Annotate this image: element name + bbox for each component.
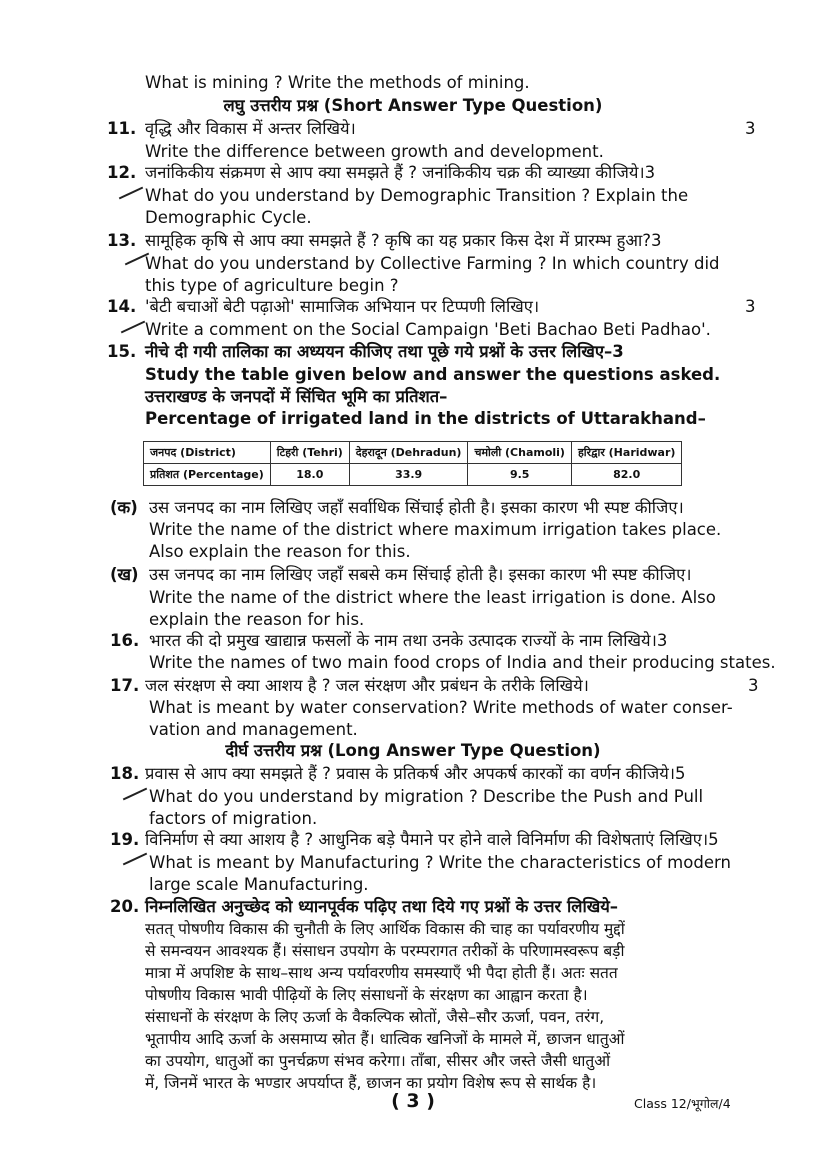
text-line: What is meant by Manufacturing ? Write the characteristics of modern bbox=[149, 853, 731, 872]
question-number: 19. bbox=[110, 830, 140, 849]
question-number: (ख) bbox=[110, 565, 139, 584]
table-cell: 9.5 bbox=[468, 464, 572, 486]
class-label: Class 12/भूगोल/4 bbox=[634, 1096, 731, 1111]
text-line: large scale Manufacturing. bbox=[149, 875, 369, 894]
text-line: Study the table given below and answer the questions asked. bbox=[145, 365, 721, 384]
table-header-row bbox=[144, 442, 682, 464]
table-cell: जनपद (District) bbox=[144, 442, 271, 464]
question-number: 15. bbox=[107, 342, 137, 361]
text-line: Write the name of the district where maximum irrigation takes place. bbox=[149, 520, 722, 539]
text-line: नीचे दी गयी तालिका का अध्ययन कीजिए तथा पूछे गये प्रश्नों के उत्तर लिखिए–3 bbox=[145, 342, 624, 361]
table-cell: 82.0 bbox=[571, 464, 681, 486]
irrigation-table bbox=[143, 441, 682, 486]
question-mark-value: 3 bbox=[748, 676, 759, 695]
question-number: 16. bbox=[110, 631, 140, 650]
text-line: जनांकिकीय संक्रमण से आप क्या समझते हैं ? जनांकिकीय चक्र की व्याख्या कीजिये।3 bbox=[145, 163, 656, 182]
text-line: Demographic Cycle. bbox=[145, 208, 312, 227]
text-line: उस जनपद का नाम लिखिए जहाँ सर्वाधिक सिंचाई होती है। इसका कारण भी स्पष्ट कीजिए। bbox=[149, 498, 684, 517]
text-line: What do you understand by Demographic Transition ? Explain the bbox=[145, 186, 689, 205]
text-line: लघु उत्तरीय प्रश्न (Short Answer Type Question) bbox=[223, 96, 603, 115]
page-number: ( 3 ) bbox=[391, 1090, 435, 1112]
table-cell: चमोली (Chamoli) bbox=[468, 442, 572, 464]
text-line: प्रवास से आप क्या समझते हैं ? प्रवास के प्रतिकर्ष और अपकर्ष कारकों का वर्णन कीजिये।5 bbox=[145, 764, 686, 783]
table-row bbox=[144, 464, 682, 486]
text-line: this type of agriculture begin ? bbox=[145, 276, 399, 295]
text-line: संसाधनों के संरक्षण के लिए ऊर्जा के वैकल्पिक स्रोतों, जैसे–सौर ऊर्जा, पवन, तरंग, bbox=[145, 1008, 605, 1026]
text-line: पोषणीय विकास भावी पीढ़ियों के लिए संसाधनों के संरक्षण का आह्वान करता है। bbox=[145, 986, 588, 1004]
text-line: मात्रा में अपशिष्ट के साथ–साथ अन्य पर्यावरणीय समस्याएँ भी पैदा होती हैं। अतः सतत bbox=[145, 964, 618, 982]
question-number: 17. bbox=[110, 676, 140, 695]
text-line: What is meant by water conservation? Write methods of water conser- bbox=[149, 698, 733, 717]
text-line: What do you understand by Collective Farming ? In which country did bbox=[145, 254, 720, 273]
question-number: 11. bbox=[107, 119, 137, 138]
text-line: भारत की दो प्रमुख खाद्यान्न फसलों के नाम तथा उनके उत्पादक राज्यों के नाम लिखिये।3 bbox=[149, 631, 668, 650]
text-line: What do you understand by migration ? Describe the Push and Pull bbox=[149, 787, 704, 806]
text-line: निम्नलिखित अनुच्छेद को ध्यानपूर्वक पढ़िए तथा दिये गए प्रश्नों के उत्तर लिखिये– bbox=[145, 897, 619, 916]
text-line: Also explain the reason for this. bbox=[149, 542, 411, 561]
handwritten-tick-mark bbox=[121, 321, 145, 334]
text-line: What is mining ? Write the methods of mining. bbox=[145, 73, 530, 92]
table-cell: प्रतिशत (Percentage) bbox=[144, 464, 271, 486]
text-line: भूतापीय आदि ऊर्जा के असमाप्य स्रोत हैं। धात्विक खनिजों के मामले में, छाजन धातुओं bbox=[145, 1030, 625, 1048]
text-line: Write the names of two main food crops of India and their producing states. bbox=[149, 653, 776, 672]
text-line: वृद्धि और विकास में अन्तर लिखिये। bbox=[145, 119, 356, 138]
text-line: सामूहिक कृषि से आप क्या समझते हैं ? कृषि का यह प्रकार किस देश में प्रारम्भ हुआ?3 bbox=[145, 231, 662, 250]
text-line: में, जिनमें भारत के भण्डार अपर्याप्त हैं, छाजन का प्रयोग विशेष रूप से सार्थक है। bbox=[145, 1074, 597, 1092]
text-line: Write a comment on the Social Campaign 'Beti Bachao Beti Padhao'. bbox=[145, 320, 711, 339]
table-cell: टिहरी (Tehri) bbox=[270, 442, 349, 464]
text-line: सतत् पोषणीय विकास की चुनौती के लिए आर्थिक विकास की चाह का पर्यावरणीय मुद्दों bbox=[145, 920, 625, 938]
question-mark-value: 3 bbox=[745, 119, 756, 138]
table-cell: 18.0 bbox=[270, 464, 349, 486]
handwritten-tick-mark bbox=[119, 187, 143, 200]
text-line: से समन्वयन आवश्यक हैं। संसाधन उपयोग के परम्परागत तरीकों के परिणामस्वरूप बड़ी bbox=[145, 942, 625, 960]
text-line: 'बेटी बचाओं बेटी पढ़ाओ' सामाजिक अभियान पर टिप्पणी लिखिए। bbox=[145, 297, 540, 316]
text-line: का उपयोग, धातुओं का पुनर्चक्रण संभव करेगा। ताँबा, सीसर और जस्ते जैसी धातुओं bbox=[145, 1052, 611, 1070]
question-number: 20. bbox=[110, 897, 140, 916]
question-mark-value: 3 bbox=[745, 297, 756, 316]
text-line: Percentage of irrigated land in the districts of Uttarakhand– bbox=[145, 409, 706, 428]
text-line: विनिर्माण से क्या आशय है ? आधुनिक बड़े पैमाने पर होने वाले विनिर्माण की विशेषताएं लिखिए।5 bbox=[145, 830, 719, 849]
text-line: factors of migration. bbox=[149, 809, 318, 828]
table-cell: देहरादून (Dehradun) bbox=[349, 442, 468, 464]
question-number: 13. bbox=[107, 231, 137, 250]
text-line: Write the difference between growth and development. bbox=[145, 142, 604, 161]
text-line: Write the name of the district where the least irrigation is done. Also bbox=[149, 588, 716, 607]
handwritten-tick-mark bbox=[123, 788, 147, 801]
text-line: उत्तराखण्ड के जनपदों में सिंचित भूमि का प्रतिशत– bbox=[145, 387, 448, 406]
table-cell: 33.9 bbox=[349, 464, 468, 486]
text-line: explain the reason for his. bbox=[149, 610, 365, 629]
question-number: 18. bbox=[110, 764, 140, 783]
text-line: vation and management. bbox=[149, 720, 358, 739]
table-cell: हरिद्वार (Haridwar) bbox=[571, 442, 681, 464]
text-line: दीर्घ उत्तरीय प्रश्न (Long Answer Type Question) bbox=[225, 741, 601, 760]
question-number: 14. bbox=[107, 297, 137, 316]
question-number: 12. bbox=[107, 163, 137, 182]
text-line: जल संरक्षण से क्या आशय है ? जल संरक्षण और प्रबंधन के तरीके लिखिये। bbox=[145, 676, 589, 695]
handwritten-tick-mark bbox=[123, 853, 147, 866]
question-number: (क) bbox=[110, 498, 138, 517]
text-line: उस जनपद का नाम लिखिए जहाँ सबसे कम सिंचाई होती है। इसका कारण भी स्पष्ट कीजिए। bbox=[149, 565, 692, 584]
